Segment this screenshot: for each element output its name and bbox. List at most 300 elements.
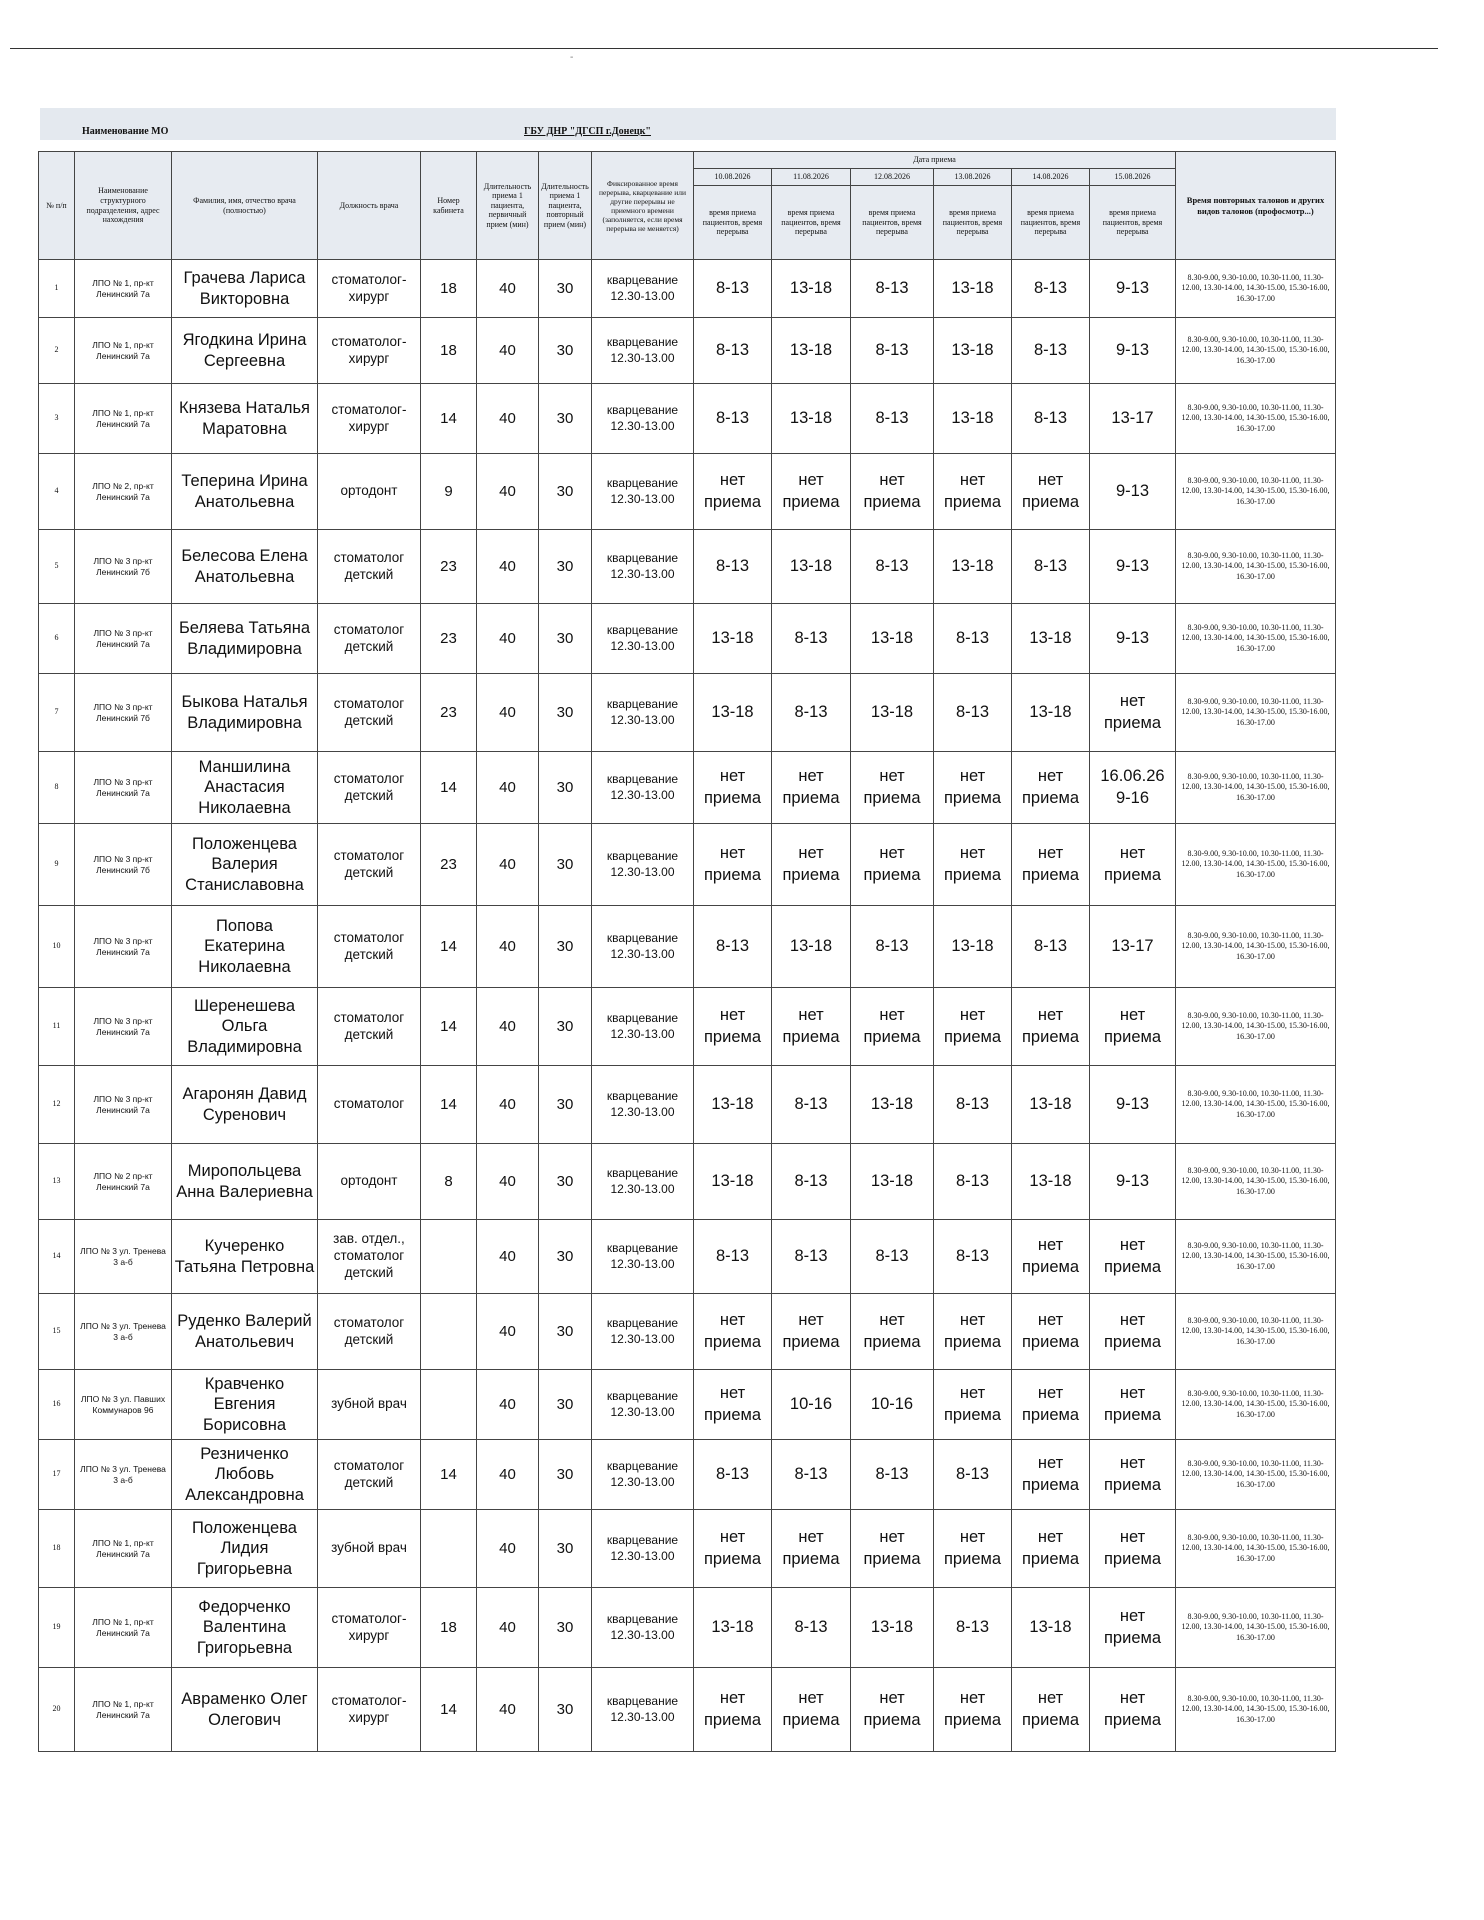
row-cabinet: 18 xyxy=(421,260,477,318)
row-position: стоматолог-хирург xyxy=(318,1668,421,1752)
col-dur-primary: Длительность приема 1 пациента, первичный прием (мин) xyxy=(477,152,539,260)
row-duration-repeat: 30 xyxy=(539,988,592,1066)
row-duration-repeat: 30 xyxy=(539,1370,592,1440)
row-repeat-times: 8.30-9.00, 9.30-10.00, 10.30-11.00, 11.30-12.00, 13.30-14.00, 14.30-15.00, 15.30-16.00, 16.30-17.00 xyxy=(1176,1370,1336,1440)
row-day-schedule: нет приема xyxy=(934,454,1012,530)
row-day-schedule: нет приема xyxy=(694,454,772,530)
row-day-schedule: нет приема xyxy=(694,1294,772,1370)
date-header: 11.08.2026 xyxy=(772,169,851,186)
row-department: ЛПО № 3 пр-кт Ленинский 7б xyxy=(75,674,172,752)
row-day-schedule: 8-13 xyxy=(772,1588,851,1668)
table-row xyxy=(39,454,1336,530)
row-duration-repeat: 30 xyxy=(539,1510,592,1588)
row-break: кварцевание 12.30-13.00 xyxy=(592,988,694,1066)
row-doctor-name: Белесова Елена Анатольевна xyxy=(172,530,318,604)
row-doctor-name: Маншилина Анастасия Николаевна xyxy=(172,752,318,824)
row-department: ЛПО № 3 пр-кт Ленинский 7а xyxy=(75,604,172,674)
row-duration-primary: 40 xyxy=(477,1066,539,1144)
row-doctor-name: Агаронян Давид Суренович xyxy=(172,1066,318,1144)
row-doctor-name: Положенцева Валерия Станиславовна xyxy=(172,824,318,906)
row-day-schedule: 8-13 xyxy=(1012,260,1090,318)
row-day-schedule: 13-18 xyxy=(772,260,851,318)
row-duration-repeat: 30 xyxy=(539,1144,592,1220)
row-position: стоматолог детский xyxy=(318,1440,421,1510)
row-department: ЛПО № 2, пр-кт Ленинский 7а xyxy=(75,454,172,530)
col-position: Должность врача xyxy=(318,152,421,260)
row-day-schedule: 8-13 xyxy=(934,1144,1012,1220)
table-body xyxy=(39,260,1336,1752)
row-day-schedule: нет приема xyxy=(772,1510,851,1588)
row-day-schedule: 8-13 xyxy=(772,1220,851,1294)
date-header: 15.08.2026 xyxy=(1090,169,1176,186)
row-duration-repeat: 30 xyxy=(539,384,592,454)
row-number: 1 xyxy=(39,260,75,318)
row-break: кварцевание 12.30-13.00 xyxy=(592,1294,694,1370)
row-number: 6 xyxy=(39,604,75,674)
row-duration-repeat: 30 xyxy=(539,454,592,530)
table-row xyxy=(39,1668,1336,1752)
row-duration-repeat: 30 xyxy=(539,1668,592,1752)
scan-mark: - xyxy=(570,52,574,63)
row-position: стоматолог детский xyxy=(318,530,421,604)
row-doctor-name: Миропольцева Анна Валериевна xyxy=(172,1144,318,1220)
row-day-schedule: 13-18 xyxy=(772,530,851,604)
row-duration-primary: 40 xyxy=(477,988,539,1066)
col-dur-repeat: Длительность приема 1 пациента, повторный прием (мин) xyxy=(539,152,592,260)
row-day-schedule: 13-18 xyxy=(934,318,1012,384)
row-position: зубной врач xyxy=(318,1510,421,1588)
row-day-schedule: нет приема xyxy=(934,1370,1012,1440)
row-repeat-times: 8.30-9.00, 9.30-10.00, 10.30-11.00, 11.30-12.00, 13.30-14.00, 14.30-15.00, 15.30-16.00, 16.30-17.00 xyxy=(1176,1220,1336,1294)
row-number: 2 xyxy=(39,318,75,384)
row-cabinet: 23 xyxy=(421,530,477,604)
row-department: ЛПО № 3 ул. Тренева 3 а-б xyxy=(75,1440,172,1510)
row-department: ЛПО № 3 ул. Тренева 3 а-б xyxy=(75,1220,172,1294)
row-day-schedule: нет приема xyxy=(694,1370,772,1440)
row-day-schedule: нет приема xyxy=(694,1668,772,1752)
row-day-schedule: нет приема xyxy=(1090,1510,1176,1588)
row-day-schedule: 8-13 xyxy=(851,530,934,604)
date-subheader: время приема пациентов, время перерыва xyxy=(772,186,851,260)
row-day-schedule: нет приема xyxy=(934,1668,1012,1752)
row-day-schedule: 9-13 xyxy=(1090,530,1176,604)
row-duration-repeat: 30 xyxy=(539,906,592,988)
row-doctor-name: Руденко Валерий Анатольевич xyxy=(172,1294,318,1370)
row-duration-repeat: 30 xyxy=(539,604,592,674)
row-doctor-name: Федорченко Валентина Григорьевна xyxy=(172,1588,318,1668)
row-duration-primary: 40 xyxy=(477,1440,539,1510)
date-subheader: время приема пациентов, время перерыва xyxy=(1090,186,1176,260)
row-department: ЛПО № 3 ул. Павших Коммунаров 96 xyxy=(75,1370,172,1440)
row-day-schedule: нет приема xyxy=(934,988,1012,1066)
header-band xyxy=(40,108,1336,140)
row-doctor-name: Попова Екатерина Николаевна xyxy=(172,906,318,988)
row-break: кварцевание 12.30-13.00 xyxy=(592,1440,694,1510)
row-break: кварцевание 12.30-13.00 xyxy=(592,260,694,318)
row-break: кварцевание 12.30-13.00 xyxy=(592,906,694,988)
row-duration-primary: 40 xyxy=(477,1668,539,1752)
row-day-schedule: нет приема xyxy=(1090,1370,1176,1440)
row-number: 10 xyxy=(39,906,75,988)
row-day-schedule: 8-13 xyxy=(772,1066,851,1144)
row-department: ЛПО № 1, пр-кт Ленинский 7а xyxy=(75,1668,172,1752)
table-row xyxy=(39,1144,1336,1220)
row-number: 5 xyxy=(39,530,75,604)
row-day-schedule: 8-13 xyxy=(934,1588,1012,1668)
table-row xyxy=(39,674,1336,752)
row-break: кварцевание 12.30-13.00 xyxy=(592,1220,694,1294)
row-day-schedule: 13-18 xyxy=(934,906,1012,988)
row-day-schedule: нет приема xyxy=(772,1668,851,1752)
row-number: 17 xyxy=(39,1440,75,1510)
row-day-schedule: 8-13 xyxy=(694,318,772,384)
row-cabinet: 14 xyxy=(421,1440,477,1510)
row-department: ЛПО № 3 пр-кт Ленинский 7б xyxy=(75,824,172,906)
row-day-schedule: 8-13 xyxy=(1012,530,1090,604)
row-day-schedule: 13-18 xyxy=(1012,1588,1090,1668)
row-break: кварцевание 12.30-13.00 xyxy=(592,1066,694,1144)
row-day-schedule: нет приема xyxy=(1012,824,1090,906)
row-cabinet xyxy=(421,1220,477,1294)
row-duration-primary: 40 xyxy=(477,906,539,988)
row-day-schedule: 8-13 xyxy=(772,674,851,752)
row-day-schedule: 13-18 xyxy=(772,906,851,988)
row-day-schedule: 13-18 xyxy=(851,1588,934,1668)
row-duration-primary: 40 xyxy=(477,454,539,530)
row-day-schedule: нет приема xyxy=(1090,988,1176,1066)
row-day-schedule: 13-18 xyxy=(851,1066,934,1144)
row-day-schedule: 13-18 xyxy=(851,1144,934,1220)
col-dept: Наименование структурного подразделения, адрес нахождения xyxy=(75,152,172,260)
row-day-schedule: нет приема xyxy=(851,1294,934,1370)
row-department: ЛПО № 1, пр-кт Ленинский 7а xyxy=(75,318,172,384)
row-day-schedule: нет приема xyxy=(851,752,934,824)
row-day-schedule: 13-18 xyxy=(851,674,934,752)
table-row xyxy=(39,1510,1336,1588)
row-doctor-name: Князева Наталья Маратовна xyxy=(172,384,318,454)
row-department: ЛПО № 2 пр-кт Ленинский 7а xyxy=(75,1144,172,1220)
row-repeat-times: 8.30-9.00, 9.30-10.00, 10.30-11.00, 11.30-12.00, 13.30-14.00, 14.30-15.00, 15.30-16.00, 16.30-17.00 xyxy=(1176,906,1336,988)
row-doctor-name: Положенцева Лидия Григорьевна xyxy=(172,1510,318,1588)
row-day-schedule: нет приема xyxy=(851,1668,934,1752)
row-day-schedule: нет приема xyxy=(694,824,772,906)
row-day-schedule: 8-13 xyxy=(851,318,934,384)
table-row xyxy=(39,318,1336,384)
row-repeat-times: 8.30-9.00, 9.30-10.00, 10.30-11.00, 11.30-12.00, 13.30-14.00, 14.30-15.00, 15.30-16.00, 16.30-17.00 xyxy=(1176,318,1336,384)
date-subheader: время приема пациентов, время перерыва xyxy=(694,186,772,260)
row-position: зав. отдел., стоматолог детский xyxy=(318,1220,421,1294)
row-repeat-times: 8.30-9.00, 9.30-10.00, 10.30-11.00, 11.30-12.00, 13.30-14.00, 14.30-15.00, 15.30-16.00, 16.30-17.00 xyxy=(1176,1440,1336,1510)
row-doctor-name: Беляева Татьяна Владимировна xyxy=(172,604,318,674)
row-day-schedule: нет приема xyxy=(1090,1668,1176,1752)
date-header: 12.08.2026 xyxy=(851,169,934,186)
row-duration-primary: 40 xyxy=(477,824,539,906)
schedule-table xyxy=(38,151,1336,1752)
row-day-schedule: нет приема xyxy=(934,1510,1012,1588)
row-number: 9 xyxy=(39,824,75,906)
table-row xyxy=(39,752,1336,824)
row-position: стоматолог детский xyxy=(318,988,421,1066)
row-day-schedule: 13-18 xyxy=(934,384,1012,454)
row-department: ЛПО № 3 ул. Тренева 3 а-б xyxy=(75,1294,172,1370)
col-name: Фамилия, имя, отчество врача (полностью) xyxy=(172,152,318,260)
table-row xyxy=(39,530,1336,604)
row-day-schedule: нет приема xyxy=(1090,674,1176,752)
col-dates-group: Дата приема xyxy=(694,152,1176,169)
row-repeat-times: 8.30-9.00, 9.30-10.00, 10.30-11.00, 11.30-12.00, 13.30-14.00, 14.30-15.00, 15.30-16.00, 16.30-17.00 xyxy=(1176,260,1336,318)
table-row xyxy=(39,1066,1336,1144)
row-day-schedule: 8-13 xyxy=(851,1440,934,1510)
row-repeat-times: 8.30-9.00, 9.30-10.00, 10.30-11.00, 11.30-12.00, 13.30-14.00, 14.30-15.00, 15.30-16.00, 16.30-17.00 xyxy=(1176,1294,1336,1370)
row-day-schedule: нет приема xyxy=(772,454,851,530)
row-day-schedule: 8-13 xyxy=(851,384,934,454)
row-day-schedule: 9-13 xyxy=(1090,454,1176,530)
row-day-schedule: 9-13 xyxy=(1090,318,1176,384)
row-number: 15 xyxy=(39,1294,75,1370)
row-position: стоматолог-хирург xyxy=(318,260,421,318)
row-repeat-times: 8.30-9.00, 9.30-10.00, 10.30-11.00, 11.30-12.00, 13.30-14.00, 14.30-15.00, 15.30-16.00, 16.30-17.00 xyxy=(1176,752,1336,824)
row-department: ЛПО № 1, пр-кт Ленинский 7а xyxy=(75,260,172,318)
row-number: 11 xyxy=(39,988,75,1066)
col-num: № п/п xyxy=(39,152,75,260)
row-day-schedule: 8-13 xyxy=(694,530,772,604)
row-department: ЛПО № 1, пр-кт Ленинский 7а xyxy=(75,1588,172,1668)
row-doctor-name: Быкова Наталья Владимировна xyxy=(172,674,318,752)
row-day-schedule: нет приема xyxy=(851,824,934,906)
row-department: ЛПО № 3 пр-кт Ленинский 7б xyxy=(75,530,172,604)
row-duration-primary: 40 xyxy=(477,1294,539,1370)
col-repeat: Время повторных талонов и других видов талонов (профосмотр...) xyxy=(1176,152,1336,260)
row-day-schedule: 8-13 xyxy=(694,260,772,318)
row-cabinet xyxy=(421,1510,477,1588)
row-day-schedule: 9-13 xyxy=(1090,604,1176,674)
row-break: кварцевание 12.30-13.00 xyxy=(592,1370,694,1440)
row-cabinet: 23 xyxy=(421,604,477,674)
row-repeat-times: 8.30-9.00, 9.30-10.00, 10.30-11.00, 11.30-12.00, 13.30-14.00, 14.30-15.00, 15.30-16.00, 16.30-17.00 xyxy=(1176,674,1336,752)
row-duration-primary: 40 xyxy=(477,1144,539,1220)
row-day-schedule: 8-13 xyxy=(694,1440,772,1510)
row-day-schedule: нет приема xyxy=(1012,1510,1090,1588)
row-duration-primary: 40 xyxy=(477,1510,539,1588)
row-day-schedule: нет приема xyxy=(1090,1220,1176,1294)
table-row xyxy=(39,1294,1336,1370)
row-duration-repeat: 30 xyxy=(539,752,592,824)
row-cabinet: 14 xyxy=(421,988,477,1066)
row-repeat-times: 8.30-9.00, 9.30-10.00, 10.30-11.00, 11.30-12.00, 13.30-14.00, 14.30-15.00, 15.30-16.00, 16.30-17.00 xyxy=(1176,988,1336,1066)
row-break: кварцевание 12.30-13.00 xyxy=(592,604,694,674)
row-doctor-name: Ягодкина Ирина Сергеевна xyxy=(172,318,318,384)
row-day-schedule: нет приема xyxy=(1012,1440,1090,1510)
row-duration-primary: 40 xyxy=(477,752,539,824)
row-cabinet: 8 xyxy=(421,1144,477,1220)
row-day-schedule: 8-13 xyxy=(694,1220,772,1294)
row-cabinet: 14 xyxy=(421,1668,477,1752)
row-duration-repeat: 30 xyxy=(539,1066,592,1144)
row-break: кварцевание 12.30-13.00 xyxy=(592,1668,694,1752)
row-day-schedule: 8-13 xyxy=(772,1144,851,1220)
row-repeat-times: 8.30-9.00, 9.30-10.00, 10.30-11.00, 11.30-12.00, 13.30-14.00, 14.30-15.00, 15.30-16.00, 16.30-17.00 xyxy=(1176,604,1336,674)
row-number: 18 xyxy=(39,1510,75,1588)
table-row xyxy=(39,1588,1336,1668)
row-position: стоматолог детский xyxy=(318,674,421,752)
row-day-schedule: нет приема xyxy=(934,752,1012,824)
date-header: 14.08.2026 xyxy=(1012,169,1090,186)
row-cabinet: 23 xyxy=(421,824,477,906)
row-number: 16 xyxy=(39,1370,75,1440)
row-position: зубной врач xyxy=(318,1370,421,1440)
row-day-schedule: 10-16 xyxy=(772,1370,851,1440)
row-repeat-times: 8.30-9.00, 9.30-10.00, 10.30-11.00, 11.30-12.00, 13.30-14.00, 14.30-15.00, 15.30-16.00, 16.30-17.00 xyxy=(1176,454,1336,530)
row-day-schedule: 8-13 xyxy=(934,604,1012,674)
row-department: ЛПО № 3 пр-кт Ленинский 7а xyxy=(75,752,172,824)
row-number: 13 xyxy=(39,1144,75,1220)
row-repeat-times: 8.30-9.00, 9.30-10.00, 10.30-11.00, 11.30-12.00, 13.30-14.00, 14.30-15.00, 15.30-16.00, 16.30-17.00 xyxy=(1176,824,1336,906)
row-position: стоматолог детский xyxy=(318,1294,421,1370)
row-day-schedule: 8-13 xyxy=(851,1220,934,1294)
row-day-schedule: 13-18 xyxy=(772,384,851,454)
row-break: кварцевание 12.30-13.00 xyxy=(592,752,694,824)
row-day-schedule: нет приема xyxy=(1012,1370,1090,1440)
row-day-schedule: 10-16 xyxy=(851,1370,934,1440)
row-doctor-name: Авраменко Олег Олегович xyxy=(172,1668,318,1752)
row-duration-repeat: 30 xyxy=(539,1440,592,1510)
mo-label: Наименование МО xyxy=(82,126,169,137)
table-row xyxy=(39,988,1336,1066)
row-day-schedule: нет приема xyxy=(1012,1294,1090,1370)
col-cabinet: Номер кабинета xyxy=(421,152,477,260)
row-day-schedule: 13-18 xyxy=(934,260,1012,318)
table-header xyxy=(39,152,1336,260)
row-cabinet xyxy=(421,1294,477,1370)
row-duration-repeat: 30 xyxy=(539,1294,592,1370)
row-day-schedule: нет приема xyxy=(772,824,851,906)
row-duration-repeat: 30 xyxy=(539,1588,592,1668)
page-top-rule xyxy=(10,48,1438,49)
table-row xyxy=(39,604,1336,674)
row-day-schedule: нет приема xyxy=(772,988,851,1066)
row-break: кварцевание 12.30-13.00 xyxy=(592,454,694,530)
row-position: стоматолог детский xyxy=(318,824,421,906)
row-duration-repeat: 30 xyxy=(539,318,592,384)
table-row xyxy=(39,384,1336,454)
row-day-schedule: 9-13 xyxy=(1090,1066,1176,1144)
row-day-schedule: 8-13 xyxy=(694,906,772,988)
row-cabinet: 18 xyxy=(421,1588,477,1668)
row-cabinet: 14 xyxy=(421,384,477,454)
row-department: ЛПО № 1, пр-кт Ленинский 7а xyxy=(75,384,172,454)
date-subheader: время приема пациентов, время перерыва xyxy=(934,186,1012,260)
row-day-schedule: 13-18 xyxy=(1012,1066,1090,1144)
row-day-schedule: 13-18 xyxy=(694,1144,772,1220)
row-break: кварцевание 12.30-13.00 xyxy=(592,318,694,384)
date-header: 13.08.2026 xyxy=(934,169,1012,186)
row-doctor-name: Кравченко Евгения Борисовна xyxy=(172,1370,318,1440)
row-day-schedule: 8-13 xyxy=(934,674,1012,752)
row-break: кварцевание 12.30-13.00 xyxy=(592,1588,694,1668)
table-row xyxy=(39,906,1336,988)
row-position: ортодонт xyxy=(318,454,421,530)
row-day-schedule: 13-18 xyxy=(694,1066,772,1144)
row-department: ЛПО № 3 пр-кт Ленинский 7а xyxy=(75,988,172,1066)
row-department: ЛПО № 1, пр-кт Ленинский 7а xyxy=(75,1510,172,1588)
row-day-schedule: 13-18 xyxy=(694,674,772,752)
row-duration-primary: 40 xyxy=(477,384,539,454)
row-duration-repeat: 30 xyxy=(539,674,592,752)
row-doctor-name: Кучеренко Татьяна Петровна xyxy=(172,1220,318,1294)
row-day-schedule: 8-13 xyxy=(1012,906,1090,988)
row-day-schedule: 8-13 xyxy=(772,1440,851,1510)
row-day-schedule: 9-13 xyxy=(1090,260,1176,318)
row-break: кварцевание 12.30-13.00 xyxy=(592,824,694,906)
row-day-schedule: 16.06.26 9-16 xyxy=(1090,752,1176,824)
row-duration-primary: 40 xyxy=(477,604,539,674)
row-doctor-name: Грачева Лариса Викторовна xyxy=(172,260,318,318)
row-break: кварцевание 12.30-13.00 xyxy=(592,384,694,454)
date-subheader: время приема пациентов, время перерыва xyxy=(851,186,934,260)
row-duration-repeat: 30 xyxy=(539,530,592,604)
row-day-schedule: 8-13 xyxy=(1012,384,1090,454)
row-doctor-name: Резниченко Любовь Александровна xyxy=(172,1440,318,1510)
row-repeat-times: 8.30-9.00, 9.30-10.00, 10.30-11.00, 11.30-12.00, 13.30-14.00, 14.30-15.00, 15.30-16.00, 16.30-17.00 xyxy=(1176,1066,1336,1144)
row-day-schedule: 8-13 xyxy=(934,1440,1012,1510)
row-day-schedule: 8-13 xyxy=(851,906,934,988)
row-duration-repeat: 30 xyxy=(539,260,592,318)
row-duration-repeat: 30 xyxy=(539,824,592,906)
row-duration-primary: 40 xyxy=(477,1220,539,1294)
row-day-schedule: 13-18 xyxy=(694,1588,772,1668)
row-position: стоматолог xyxy=(318,1066,421,1144)
row-day-schedule: нет приема xyxy=(1012,988,1090,1066)
row-position: стоматолог детский xyxy=(318,906,421,988)
row-duration-primary: 40 xyxy=(477,260,539,318)
date-header: 10.08.2026 xyxy=(694,169,772,186)
row-day-schedule: 13-18 xyxy=(1012,674,1090,752)
row-repeat-times: 8.30-9.00, 9.30-10.00, 10.30-11.00, 11.30-12.00, 13.30-14.00, 14.30-15.00, 15.30-16.00, 16.30-17.00 xyxy=(1176,1668,1336,1752)
row-day-schedule: нет приема xyxy=(1012,1220,1090,1294)
row-day-schedule: нет приема xyxy=(694,988,772,1066)
row-position: стоматолог-хирург xyxy=(318,318,421,384)
row-day-schedule: 13-18 xyxy=(772,318,851,384)
row-number: 4 xyxy=(39,454,75,530)
date-subheader: время приема пациентов, время перерыва xyxy=(1012,186,1090,260)
col-break: Фиксированное время перерыва, кварцевание или другие перерывы не приемного времени (заполняется, если время перерыва не меняется) xyxy=(592,152,694,260)
row-position: стоматолог-хирург xyxy=(318,1588,421,1668)
row-number: 3 xyxy=(39,384,75,454)
row-day-schedule: нет приема xyxy=(1012,454,1090,530)
row-day-schedule: 13-18 xyxy=(1012,604,1090,674)
row-cabinet: 14 xyxy=(421,752,477,824)
row-day-schedule: 8-13 xyxy=(851,260,934,318)
row-day-schedule: 8-13 xyxy=(1012,318,1090,384)
row-day-schedule: 13-17 xyxy=(1090,906,1176,988)
row-day-schedule: 8-13 xyxy=(694,384,772,454)
row-day-schedule: нет приема xyxy=(1012,1668,1090,1752)
row-number: 19 xyxy=(39,1588,75,1668)
row-duration-repeat: 30 xyxy=(539,1220,592,1294)
row-repeat-times: 8.30-9.00, 9.30-10.00, 10.30-11.00, 11.30-12.00, 13.30-14.00, 14.30-15.00, 15.30-16.00, 16.30-17.00 xyxy=(1176,1588,1336,1668)
row-duration-primary: 40 xyxy=(477,530,539,604)
row-day-schedule: 13-18 xyxy=(694,604,772,674)
row-day-schedule: 8-13 xyxy=(772,604,851,674)
table-row xyxy=(39,824,1336,906)
row-cabinet xyxy=(421,1370,477,1440)
row-day-schedule: 13-18 xyxy=(851,604,934,674)
row-day-schedule: нет приема xyxy=(934,1294,1012,1370)
row-cabinet: 9 xyxy=(421,454,477,530)
table-row xyxy=(39,1440,1336,1510)
row-cabinet: 14 xyxy=(421,1066,477,1144)
row-department: ЛПО № 3 пр-кт Ленинский 7а xyxy=(75,1066,172,1144)
